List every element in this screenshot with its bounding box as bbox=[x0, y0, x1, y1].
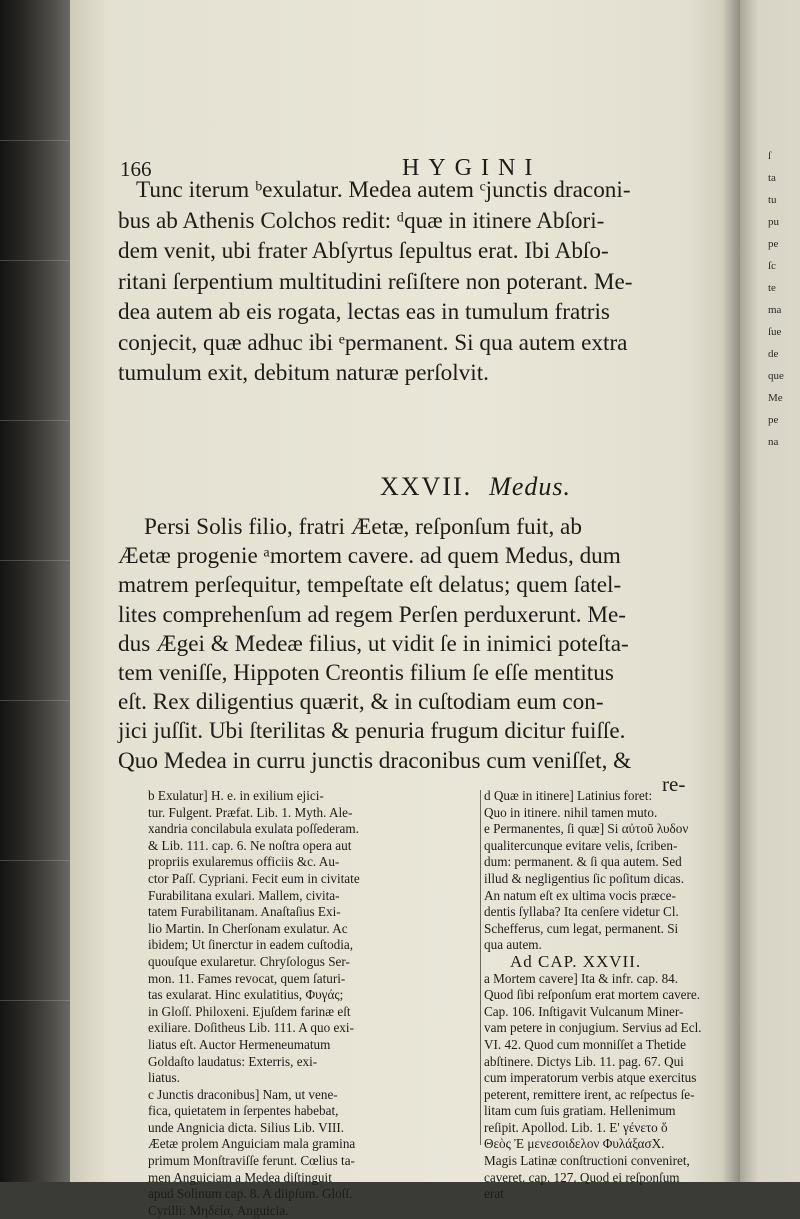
footnote-line: Furabilitana exulari. Mallem, civita- bbox=[148, 887, 340, 903]
footnote-line: a Mortem cavere] Ita & infr. cap. 84. bbox=[484, 970, 679, 986]
footnotes-right-column bbox=[484, 788, 720, 1203]
body-line: eſt. Rex diligentius quærit, & in cuſtodiam eum con- bbox=[118, 689, 604, 716]
footnote-line: propriis exularemus officiis &c. Au- bbox=[148, 854, 340, 870]
book-spine bbox=[0, 0, 70, 1182]
footnote-line: liatus. bbox=[148, 1070, 180, 1086]
footnote-line: exiliare. Doſitheus Lib. 111. A quo exi- bbox=[148, 1020, 354, 1036]
chapter-title: Medus. bbox=[489, 472, 571, 501]
footnote-line: cum imperatorum verbis atque exercitus bbox=[484, 1070, 697, 1086]
footnote-line: e Permanentes, ſi quæ] Si αὐτοῦ λυδον bbox=[484, 821, 689, 837]
column-rule bbox=[480, 790, 481, 1145]
body-line: bus ab Athenis Colchos redit: ᵈquæ in itinere Abſori- bbox=[118, 207, 605, 234]
footnote-line: qualitercunque evitare velis, ſcriben- bbox=[484, 837, 678, 853]
footnote-line: Cap. 106. Inſtigavit Vulcanum Miner- bbox=[484, 1003, 684, 1019]
footnote-line: Schefferus, cum legat, permanent. Si bbox=[484, 920, 679, 936]
body-line: jici juſſit. Ubi ſterilitas & penuria frugum dicitur fuiſſe. bbox=[118, 718, 626, 745]
footnote-line: c Junctis draconibus] Nam, ut vene- bbox=[148, 1086, 338, 1102]
footnote-line: mon. 11. Fames revocat, quem ſaturi- bbox=[148, 970, 346, 986]
footnote-line: vam petere in conjugium. Servius ad Ecl. bbox=[484, 1020, 702, 1036]
footnote-line: primum Monſtraviſſe ferunt. Cœlius ta- bbox=[148, 1153, 355, 1169]
footnote-line: ibidem; Ut ſinerctur in eadem cuſtodia, bbox=[148, 937, 354, 953]
right-page-fragment-text: que bbox=[768, 370, 784, 382]
footnote-line: in Gloſſ. Philoxeni. Ejuſdem farinæ eſt bbox=[148, 1003, 351, 1019]
body-line: Persi Solis filio, fratri Æetæ, reſponſum fuit, ab bbox=[144, 514, 582, 540]
footnote-line: tas exularat. Hinc exulatitius, Φυγάς; bbox=[148, 987, 344, 1003]
footnote-line: b Exulatur] H. e. in exilium ejici- bbox=[148, 788, 324, 803]
footnote-line: erat bbox=[484, 1186, 504, 1202]
body-line: Æetæ progenie ᵃmortem cavere. ad quem Medus, dum bbox=[118, 543, 621, 570]
body-line: dus Ægei & Medeæ filius, ut vidit ſe in inimici poteſta- bbox=[118, 630, 629, 657]
body-line: dea autem ab eis rogata, lectas eas in tumulum fratris bbox=[118, 299, 610, 325]
chapter-heading bbox=[380, 472, 571, 502]
body-line: lites comprehenſum ad regem Perſen perduxerunt. Me- bbox=[118, 601, 627, 628]
footnote-line: unde Angnicia dicta. Silius Lib. VIII. bbox=[148, 1119, 345, 1135]
running-title: HYGINI bbox=[402, 155, 542, 181]
right-page-fragment-text: na bbox=[768, 436, 779, 448]
footnote-line: d Quæ in itinere] Latinius foret: bbox=[484, 788, 653, 803]
body-line: tem veniſſe, Hippoten Creontis filium ſe eſſe mentitus bbox=[118, 660, 614, 686]
right-page-fragment-text: pe bbox=[768, 238, 779, 250]
footnote-line: men Anguiciam a Medea diſtinguit bbox=[148, 1169, 332, 1185]
footnote-line: lio Martin. In Cherſonam exulatur. Ac bbox=[148, 920, 348, 936]
right-page-fragment-text: ta bbox=[768, 172, 776, 184]
footnote-line: qua autem. bbox=[484, 937, 542, 953]
footnote-line: Ad CAP. XXVII. bbox=[510, 953, 642, 971]
footnote-line: Cyrilli: Μηδεία, Anguicia. bbox=[148, 1202, 289, 1218]
footnote-line: apud Solinum cap. 8. A diipſum. Gloſſ. bbox=[148, 1186, 353, 1202]
footnotes-left-column bbox=[148, 788, 478, 1219]
footnote-line: quouſque exularetur. Chryſologus Ser- bbox=[148, 953, 350, 969]
footnote-line: illud & negligentius ſic poſitum dicas. bbox=[484, 870, 684, 886]
footnote-line: dum: permanent. & ſi qua autem. Sed bbox=[484, 854, 682, 870]
footnote-line: tur. Fulgent. Præfat. Lib. 1. Myth. Ale- bbox=[148, 804, 353, 820]
right-page-fragment-text: ſ bbox=[768, 150, 772, 162]
footnote-line: fica, quietatem in ſerpentes habebat, bbox=[148, 1103, 339, 1119]
right-page-fragment-text: ma bbox=[768, 304, 782, 316]
footnote-line: litam cum ſuis gratiam. Hellenimum bbox=[484, 1103, 676, 1119]
body-line: conjecit, quæ adhuc ibi ᵉpermanent. Si qua autem extra bbox=[118, 329, 628, 356]
footnote-line: Æetæ prolem Anguiciam mala gramina bbox=[148, 1136, 356, 1152]
catchword: re- bbox=[662, 772, 686, 796]
footnote-line: ctor Paſſ. Cypriani. Fecit eum in civitate bbox=[148, 870, 360, 886]
footnote-line: & Lib. 111. cap. 6. Ne noſtra opera aut bbox=[148, 837, 352, 853]
body-line: matrem perſequitur, tempeſtate eſt delatus; quem ſatel- bbox=[118, 572, 622, 599]
footnote-line: peterent, remittere irent, ac reſpectus ſe- bbox=[484, 1086, 695, 1102]
body-line: Quo Medea in curru junctis draconibus cum veniſſet, & bbox=[118, 747, 632, 774]
body-line: ritani ſerpentium multitudini reſiſtere non poterant. Me- bbox=[118, 268, 633, 295]
footnote-line: xandria concilabula exulata poſſederam. bbox=[148, 821, 359, 837]
body-line: Tunc iterum ᵇexulatur. Medea autem ᶜjunctis draconi- bbox=[136, 177, 631, 203]
footnote-line: abſtinere. Dictys Lib. 11. pag. 67. Qui bbox=[484, 1053, 684, 1069]
right-page-fragment-text: pu bbox=[768, 216, 779, 228]
footnote-line: caveret. cap. 127. Quod ei reſponſum bbox=[484, 1169, 680, 1185]
body-line: dem venit, ubi frater Abſyrtus ſepultus erat. Ibi Abſo- bbox=[118, 238, 609, 264]
footnote-line: VI. 42. Quod cum monniſſet a Thetide bbox=[484, 1036, 686, 1052]
right-page-fragment-text: te bbox=[768, 282, 776, 294]
right-page-fragment-text: de bbox=[768, 348, 779, 360]
footnote-line: tatem Furabilitanam. Anaſtaſius Exi- bbox=[148, 904, 341, 920]
right-page-fragment-text: ſc bbox=[768, 260, 776, 272]
footnote-line: Θεὸς Ἐ μενεσοιδελον ΦυλάξασΧ. bbox=[484, 1136, 665, 1152]
footnote-line: An natum eſt ex ultima vocis præce- bbox=[484, 887, 676, 903]
body-line: tumulum exit, debitum naturæ perſolvit. bbox=[118, 360, 489, 386]
page-number: 166 bbox=[120, 157, 152, 181]
right-page-fragment-text: ſue bbox=[768, 326, 782, 338]
footnote-line: reſipit. Apollod. Lib. 1. Ε' γένετο ὅ bbox=[484, 1119, 668, 1135]
footnote-line: Quo in itinere. nihil tamen muto. bbox=[484, 804, 658, 820]
right-page-fragment-text: pe bbox=[768, 414, 779, 426]
chapter-number: XXVII. bbox=[380, 472, 473, 501]
right-page-fragment bbox=[740, 0, 800, 1182]
footnote-line: Magis Latinæ conſtructioni conveniret, bbox=[484, 1153, 690, 1169]
right-page-fragment-text: tu bbox=[768, 194, 777, 206]
right-page-fragment-text: Me bbox=[768, 392, 783, 404]
footnote-line: dentis ſyllaba? Ita cenſere videtur Cl. bbox=[484, 904, 679, 920]
footnote-line: Goldaſto laudatus: Exterris, exi- bbox=[148, 1053, 318, 1069]
footnote-line: liatus eſt. Auctor Hermeneumatum bbox=[148, 1036, 331, 1052]
footnote-line: Quod ſibi reſponſum erat mortem cavere. bbox=[484, 987, 701, 1003]
